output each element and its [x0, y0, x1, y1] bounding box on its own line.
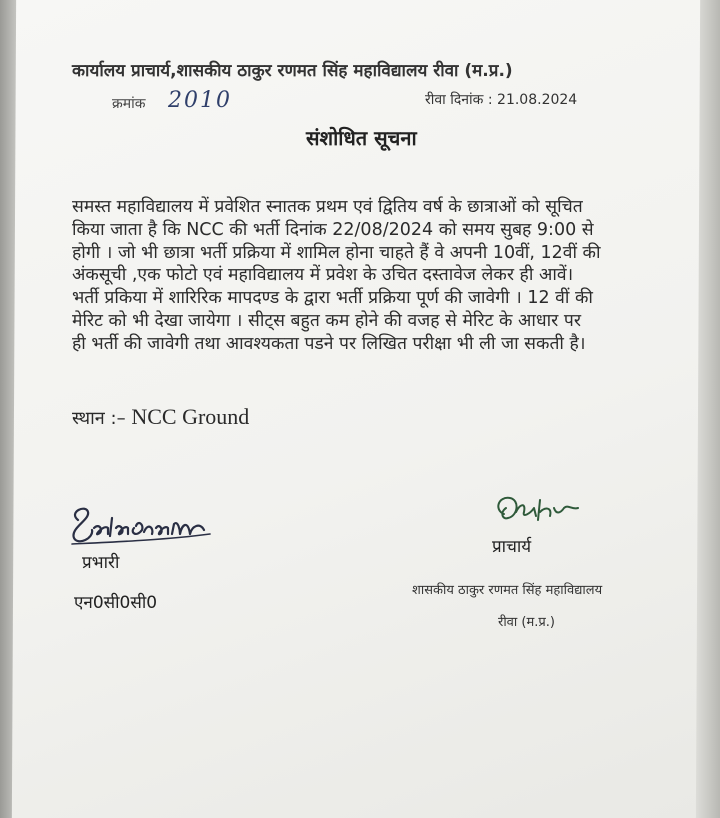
body-line: ही भर्ती की जावेगी तथा आवश्यकता पडने पर लिखित परीक्षा भी ली जा सकती है। [72, 333, 586, 354]
body-line: किया जाता है कि NCC की भर्ती दिनांक 22/08/2024 को समय सुबह 9:00 से [72, 219, 594, 240]
notice-title: संशोधित सूचना [306, 126, 417, 150]
body-line: मेरिट को भी देखा जायेगा । सीट्स बहुत कम होने की वजह से मेरिट के आधार पर [72, 310, 581, 331]
reference-label: क्रमांक [112, 96, 146, 112]
venue-label: स्थान :– [72, 408, 126, 429]
principal-signature [490, 490, 590, 534]
body-line: अंकसूची ,एक फोटो एवं महाविद्यालय में प्रवेश के उचित दस्तावेज लेकर ही आवें। [72, 265, 574, 286]
principal-title: प्राचार्य [492, 537, 532, 557]
ncc-unit-label: एन0सी0सी0 [74, 593, 158, 613]
incharge-title: प्रभारी [82, 553, 120, 573]
body-line: समस्त महाविद्यालय में प्रवेशित स्नातक प्रथम एवं द्वितिय वर्ष के छात्राओं को सूचित [72, 197, 583, 217]
venue-value: NCC Ground [131, 404, 250, 429]
venue-line [72, 404, 249, 430]
reference-number: 2010 [168, 88, 232, 113]
body-line: भर्ती प्रकिया में शारिरिक मापदण्ड के द्वारा भर्ती प्रक्रिया पूर्ण की जावेगी । 12 वीं की [72, 288, 593, 309]
body-line: होगी । जो भी छात्रा भर्ती प्रक्रिया में शामिल होना चाहते हैं वे अपनी 10वीं, 12वीं की [72, 242, 601, 263]
college-place: रीवा (म.प्र.) [498, 615, 555, 630]
place-date: रीवा दिनांक : 21.08.2024 [425, 92, 578, 108]
office-header: कार्यालय प्राचार्य,शासकीय ठाकुर रणमत सिंह महाविद्यालय रीवा (म.प्र.) [72, 61, 513, 81]
notice-body [72, 196, 698, 356]
incharge-signature [64, 498, 224, 558]
college-name: शासकीय ठाकुर रणमत सिंह महाविद्यालय [412, 583, 603, 598]
